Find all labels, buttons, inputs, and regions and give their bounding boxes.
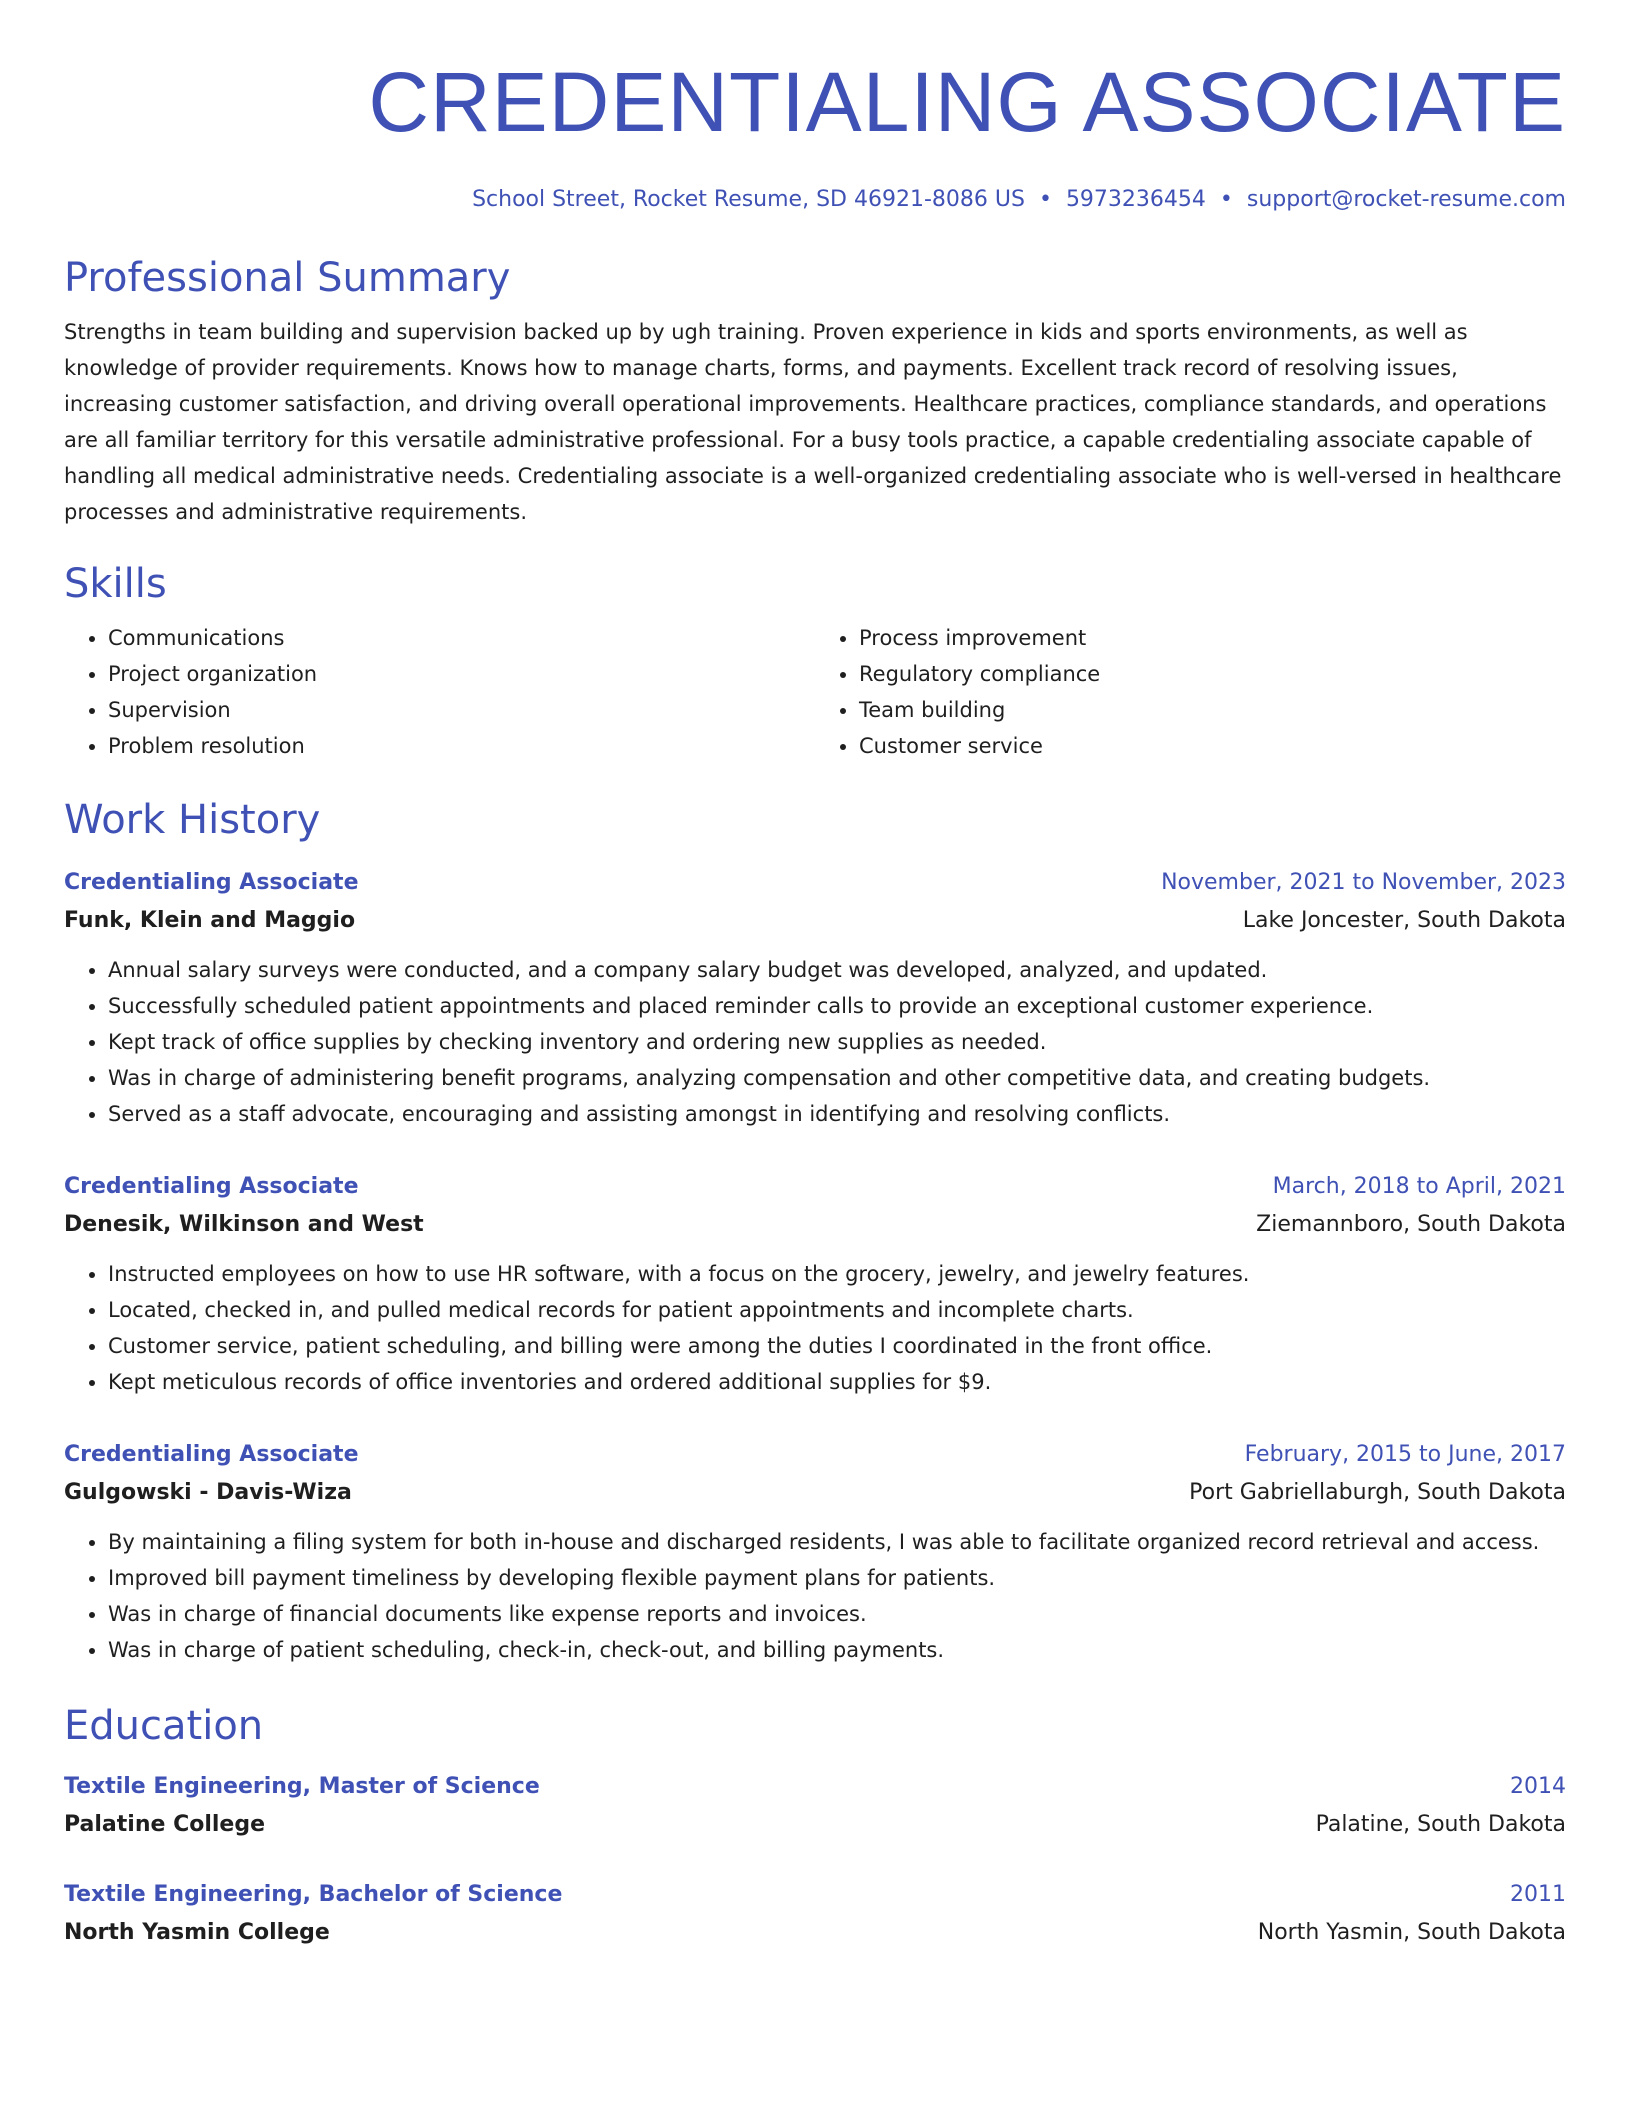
skill-item: • Process improvement xyxy=(859,620,1566,656)
skills-column-right xyxy=(815,620,1566,764)
skill-item: • Supervision xyxy=(108,692,815,728)
job-dates: November, 2021 to November, 2023 xyxy=(1161,870,1566,895)
education-heading: Education xyxy=(64,1703,264,1749)
job-bullet: • Successfully scheduled patient appointments and placed reminder calls to provide an exceptional customer experience. xyxy=(108,988,1566,1024)
job-bullet: • Instructed employees on how to use HR software, with a focus on the grocery, jewelry, and jewelry features. xyxy=(108,1256,1566,1292)
education-year: 2011 xyxy=(1510,1882,1566,1907)
job-bullet: • Kept meticulous records of office inventories and ordered additional supplies for $9. xyxy=(108,1364,1566,1400)
education-entry xyxy=(64,1876,1566,1952)
job-bullet: • Improved bill payment timeliness by developing flexible payment plans for patients. xyxy=(108,1560,1566,1596)
summary-heading: Professional Summary xyxy=(64,255,511,301)
job-location: Lake Joncester, South Dakota xyxy=(1242,908,1566,933)
job-bullet: • Was in charge of administering benefit programs, analyzing compensation and other competitive data, and creating budgets. xyxy=(108,1060,1566,1096)
job-title: Credentialing Associate xyxy=(64,870,359,895)
education-location: North Yasmin, South Dakota xyxy=(1257,1920,1566,1945)
job-entry xyxy=(64,1168,1566,1400)
skill-item: • Problem resolution xyxy=(108,728,815,764)
job-company: Funk, Klein and Maggio xyxy=(64,908,356,933)
education-degree: Textile Engineering, Bachelor of Science xyxy=(64,1882,563,1907)
job-company: Denesik, Wilkinson and West xyxy=(64,1212,424,1237)
skills-heading: Skills xyxy=(64,561,167,607)
resume-title: CREDENTIALING ASSOCIATE xyxy=(368,55,1566,149)
education-degree: Textile Engineering, Master of Science xyxy=(64,1774,540,1799)
job-bullet: • Was in charge of patient scheduling, check-in, check-out, and billing payments. xyxy=(108,1632,1566,1668)
contact-address: School Street, Rocket Resume, SD 46921-8086 US xyxy=(472,187,1025,212)
job-location: Port Gabriellaburgh, South Dakota xyxy=(1189,1480,1566,1505)
skill-item: • Communications xyxy=(108,620,815,656)
skills-column-left xyxy=(64,620,815,764)
education-year: 2014 xyxy=(1510,1774,1566,1799)
job-dates: March, 2018 to April, 2021 xyxy=(1272,1174,1566,1199)
job-bullets xyxy=(64,1524,1566,1668)
contact-separator: • xyxy=(1038,187,1052,212)
contact-email[interactable]: support@rocket-resume.com xyxy=(1246,187,1566,212)
contact-separator: • xyxy=(1219,187,1233,212)
job-title: Credentialing Associate xyxy=(64,1174,359,1199)
job-dates: February, 2015 to June, 2017 xyxy=(1244,1442,1566,1467)
summary-text: Strengths in team building and supervision backed up by ugh training. Proven experience in kids and sports environments, as well as knowledge of provider requirements. Knows how to manage charts, forms, and payments. Excellent track record of resolving issues, increasing customer satisfaction, and driving overall operational improvements. Healthcare practices, compliance standards, and operations are all familiar territory for this versatile administrative professional. For a busy tools practice, a capable credentialing associate capable of handling all medical administrative needs. Credentialing associate is a well-organized credentialing associate who is well-versed in healthcare processes and administrative requirements. xyxy=(64,320,1562,524)
job-bullet: • Customer service, patient scheduling, and billing were among the duties I coordinated in the front office. xyxy=(108,1328,1566,1364)
job-bullet: • Served as a staff advocate, encouraging and assisting amongst in identifying and resolving conflicts. xyxy=(108,1096,1566,1132)
education-entry xyxy=(64,1768,1566,1844)
education-school: Palatine College xyxy=(64,1812,265,1837)
job-bullets xyxy=(64,1256,1566,1400)
job-bullets xyxy=(64,952,1566,1132)
job-title: Credentialing Associate xyxy=(64,1442,359,1467)
job-bullet: • By maintaining a filing system for both in-house and discharged residents, I was able to facilitate organized record retrieval and access. xyxy=(108,1524,1566,1560)
job-bullet: • Annual salary surveys were conducted, and a company salary budget was developed, analyzed, and updated. xyxy=(108,952,1566,988)
job-location: Ziemannboro, South Dakota xyxy=(1256,1212,1566,1237)
education-school: North Yasmin College xyxy=(64,1920,330,1945)
education-location: Palatine, South Dakota xyxy=(1315,1812,1566,1837)
contact-phone: 5973236454 xyxy=(1065,187,1206,212)
skill-item: • Regulatory compliance xyxy=(859,656,1566,692)
skill-item: • Customer service xyxy=(859,728,1566,764)
job-bullet: • Kept track of office supplies by checking inventory and ordering new supplies as needed. xyxy=(108,1024,1566,1060)
job-bullet: • Was in charge of financial documents like expense reports and invoices. xyxy=(108,1596,1566,1632)
resume-page xyxy=(64,0,1566,1952)
skill-item: • Team building xyxy=(859,692,1566,728)
job-bullet: • Located, checked in, and pulled medical records for patient appointments and incomplete charts. xyxy=(108,1292,1566,1328)
skill-item: • Project organization xyxy=(108,656,815,692)
work-history-heading: Work History xyxy=(64,797,321,843)
contact-line xyxy=(64,186,1566,214)
skills-list xyxy=(64,620,1566,764)
job-entry xyxy=(64,864,1566,1132)
job-company: Gulgowski - Davis-Wiza xyxy=(64,1480,352,1505)
job-entry xyxy=(64,1436,1566,1668)
